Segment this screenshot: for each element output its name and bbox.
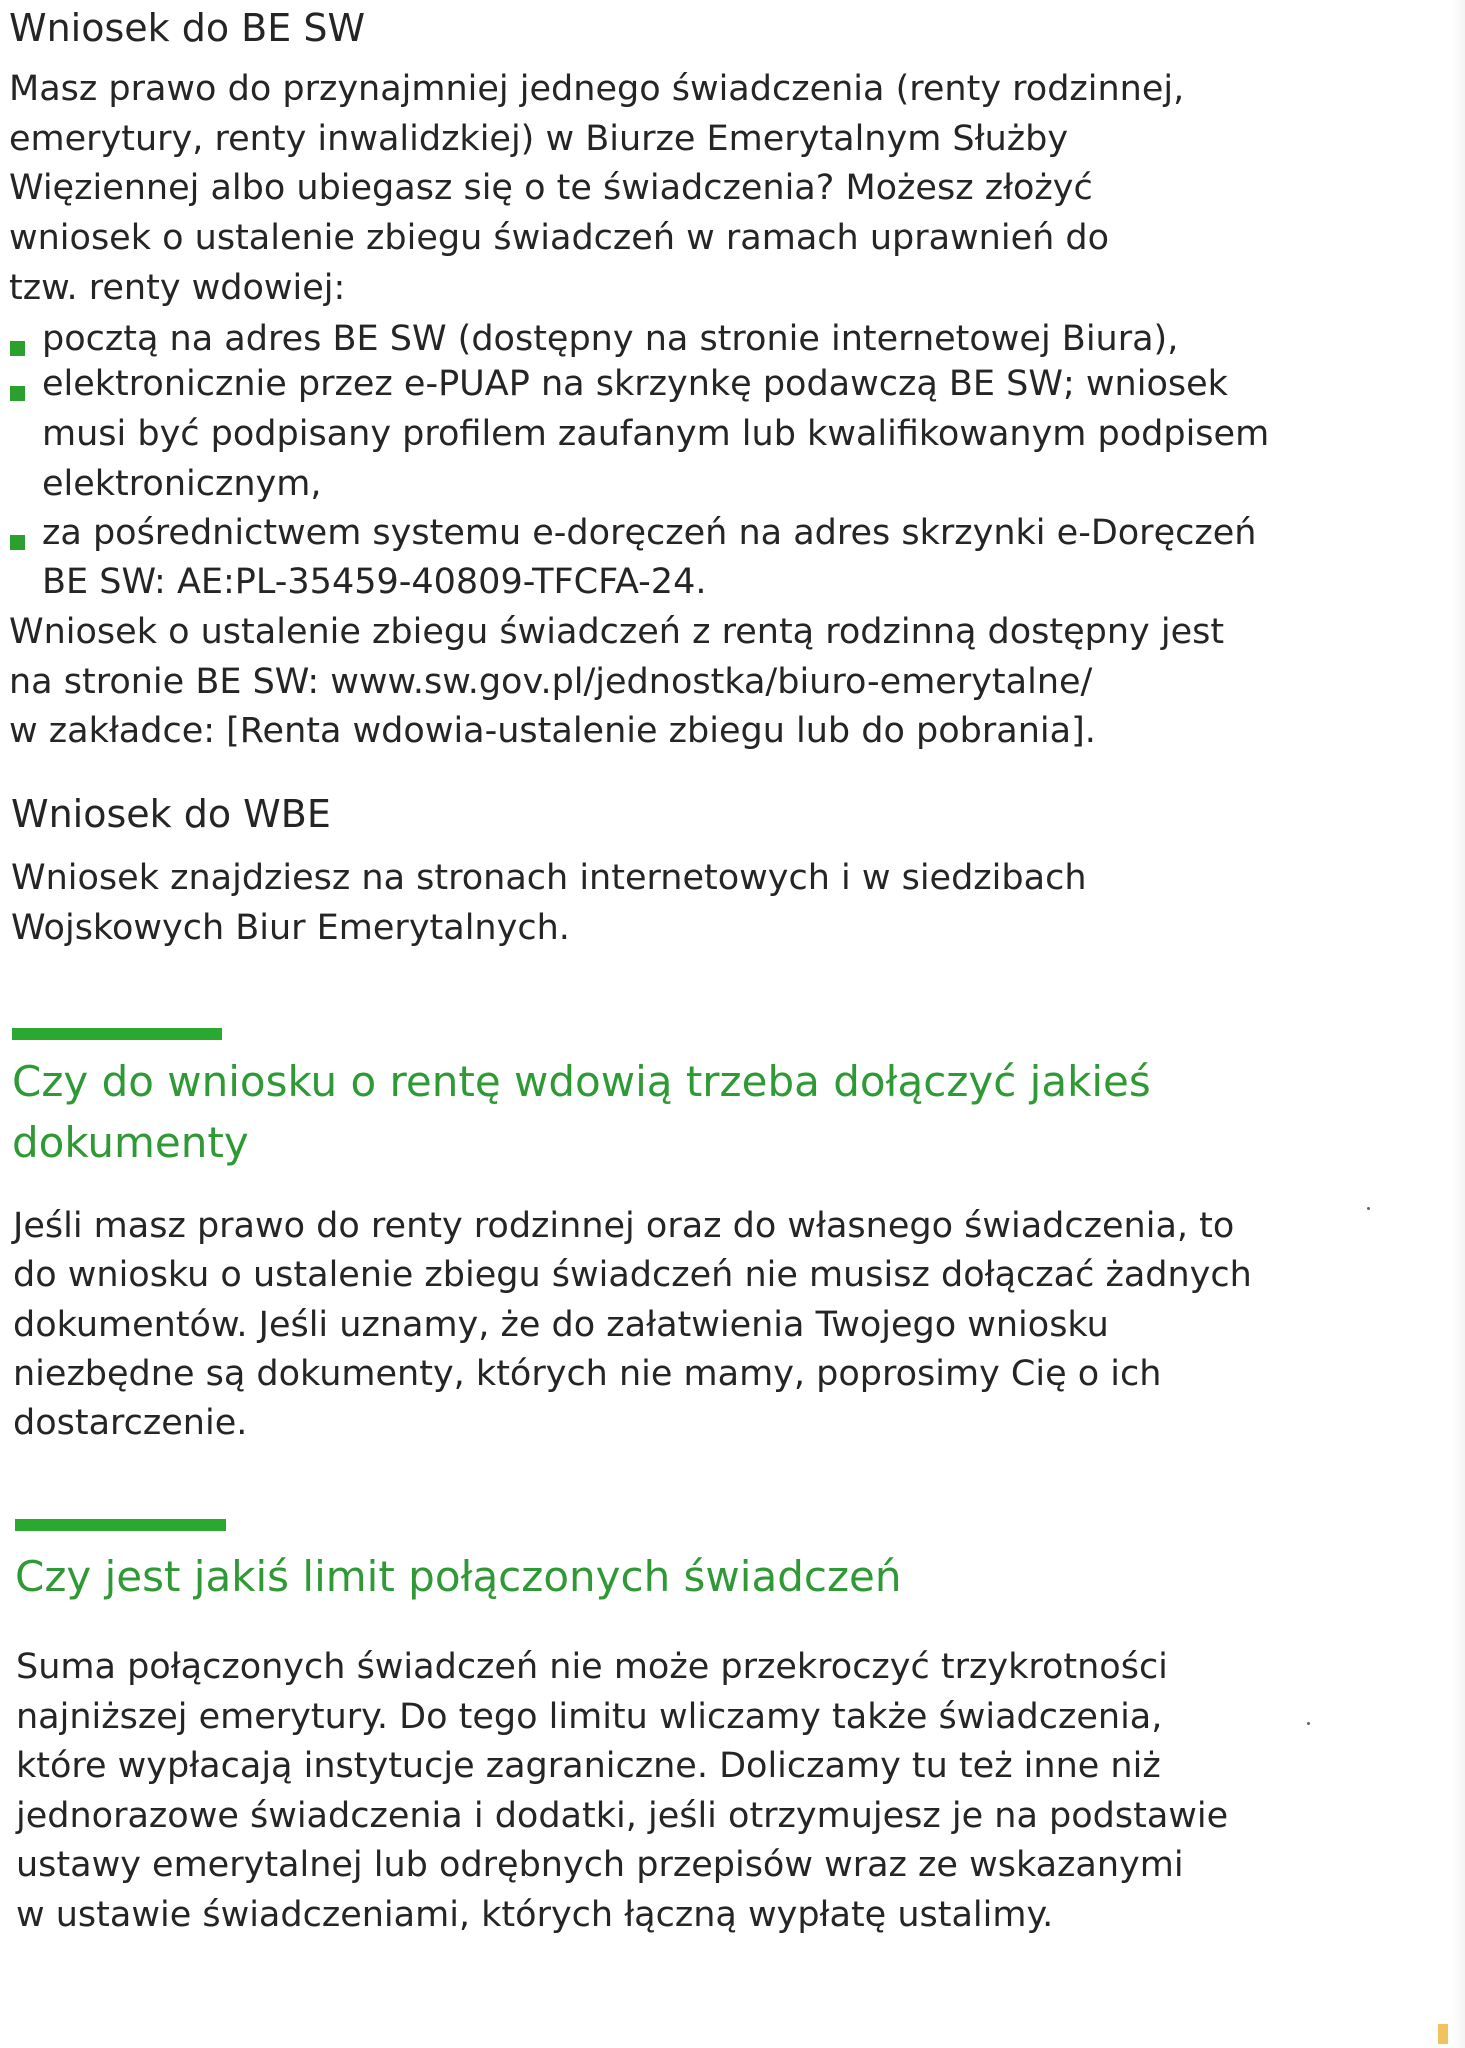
- documents-line-2: do wniosku o ustalenie zbiegu świadczeń nie musisz dołączać żadnych: [13, 1255, 1252, 1295]
- bullet-1-line-1: pocztą na adres BE SW (dostępny na stronie internetowej Biura),: [42, 319, 1179, 359]
- heading-documents-line-2: dokumenty: [12, 1118, 249, 1167]
- section-divider-bar: [15, 1519, 226, 1531]
- bullet-2-line-1: elektronicznie przez e-PUAP na skrzynkę podawczą BE SW; wniosek: [42, 364, 1228, 404]
- page-edge-shadow: [1452, 0, 1465, 2048]
- scan-speck: [1307, 1722, 1310, 1725]
- limit-line-1: Suma połączonych świadczeń nie może przekroczyć trzykrotności: [16, 1647, 1168, 1687]
- limit-line-4: jednorazowe świadczenia i dodatki, jeśli otrzymujesz je na podstawie: [16, 1796, 1229, 1836]
- intro-line-4: wniosek o ustalenie zbiegu świadczeń w ramach uprawnień do: [9, 218, 1110, 258]
- bullet-3-line-2: BE SW: AE:PL-35459-40809-TFCFA-24.: [42, 562, 707, 602]
- intro-line-3: Więziennej albo ubiegasz się o te świadczenia? Możesz złożyć: [9, 168, 1093, 208]
- scan-speck: [1367, 1207, 1370, 1210]
- limit-line-5: ustawy emerytalnej lub odrębnych przepisów wraz ze wskazanymi: [16, 1845, 1184, 1885]
- documents-line-3: dokumentów. Jeśli uznamy, że do załatwienia Twojego wniosku: [13, 1305, 1109, 1345]
- bullet-marker: [10, 386, 25, 401]
- outro-line-3: w zakładce: [Renta wdowia-ustalenie zbiegu lub do pobrania].: [9, 711, 1096, 751]
- documents-line-5: dostarczenie.: [13, 1403, 248, 1443]
- heading-wbe: Wniosek do WBE: [11, 792, 331, 836]
- limit-line-3: które wypłacają instytucje zagraniczne. Doliczamy tu też inne niż: [16, 1746, 1161, 1786]
- intro-line-1: Masz prawo do przynajmniej jednego świadczenia (renty rodzinnej,: [9, 69, 1185, 109]
- outro-line-1: Wniosek o ustalenie zbiegu świadczeń z rentą rodzinną dostępny jest: [9, 612, 1225, 652]
- limit-line-2: najniższej emerytury. Do tego limitu wliczamy także świadczenia,: [16, 1697, 1163, 1737]
- outro-line-2: na stronie BE SW: www.sw.gov.pl/jednostka/biuro-emerytalne/: [9, 662, 1093, 702]
- intro-line-5: tzw. renty wdowiej:: [9, 268, 346, 308]
- heading-limit: Czy jest jakiś limit połączonych świadczeń: [15, 1552, 902, 1601]
- bullet-2-line-2: musi być podpisany profilem zaufanym lub kwalifikowanym podpisem: [42, 414, 1270, 454]
- section-divider-bar: [12, 1028, 222, 1040]
- heading-be-sw: Wniosek do BE SW: [9, 6, 366, 50]
- heading-documents-line-1: Czy do wniosku o rentę wdowią trzeba dołączyć jakieś: [12, 1057, 1151, 1106]
- page-corner-mark: [1438, 2024, 1448, 2044]
- bullet-marker: [10, 341, 25, 356]
- intro-line-2: emerytury, renty inwalidzkiej) w Biurze Emerytalnym Służby: [9, 119, 1069, 159]
- documents-line-4: niezbędne są dokumenty, których nie mamy, poprosimy Cię o ich: [13, 1354, 1162, 1394]
- bullet-2-line-3: elektronicznym,: [42, 464, 322, 504]
- documents-line-1: Jeśli masz prawo do renty rodzinnej oraz do własnego świadczenia, to: [13, 1206, 1235, 1246]
- wbe-line-1: Wniosek znajdziesz na stronach internetowych i w siedzibach: [11, 858, 1087, 898]
- bullet-marker: [10, 535, 25, 550]
- wbe-line-2: Wojskowych Biur Emerytalnych.: [11, 908, 570, 948]
- limit-line-6: w ustawie świadczeniami, których łączną wypłatę ustalimy.: [16, 1895, 1054, 1935]
- bullet-3-line-1: za pośrednictwem systemu e-doręczeń na adres skrzynki e-Doręczeń: [42, 513, 1257, 553]
